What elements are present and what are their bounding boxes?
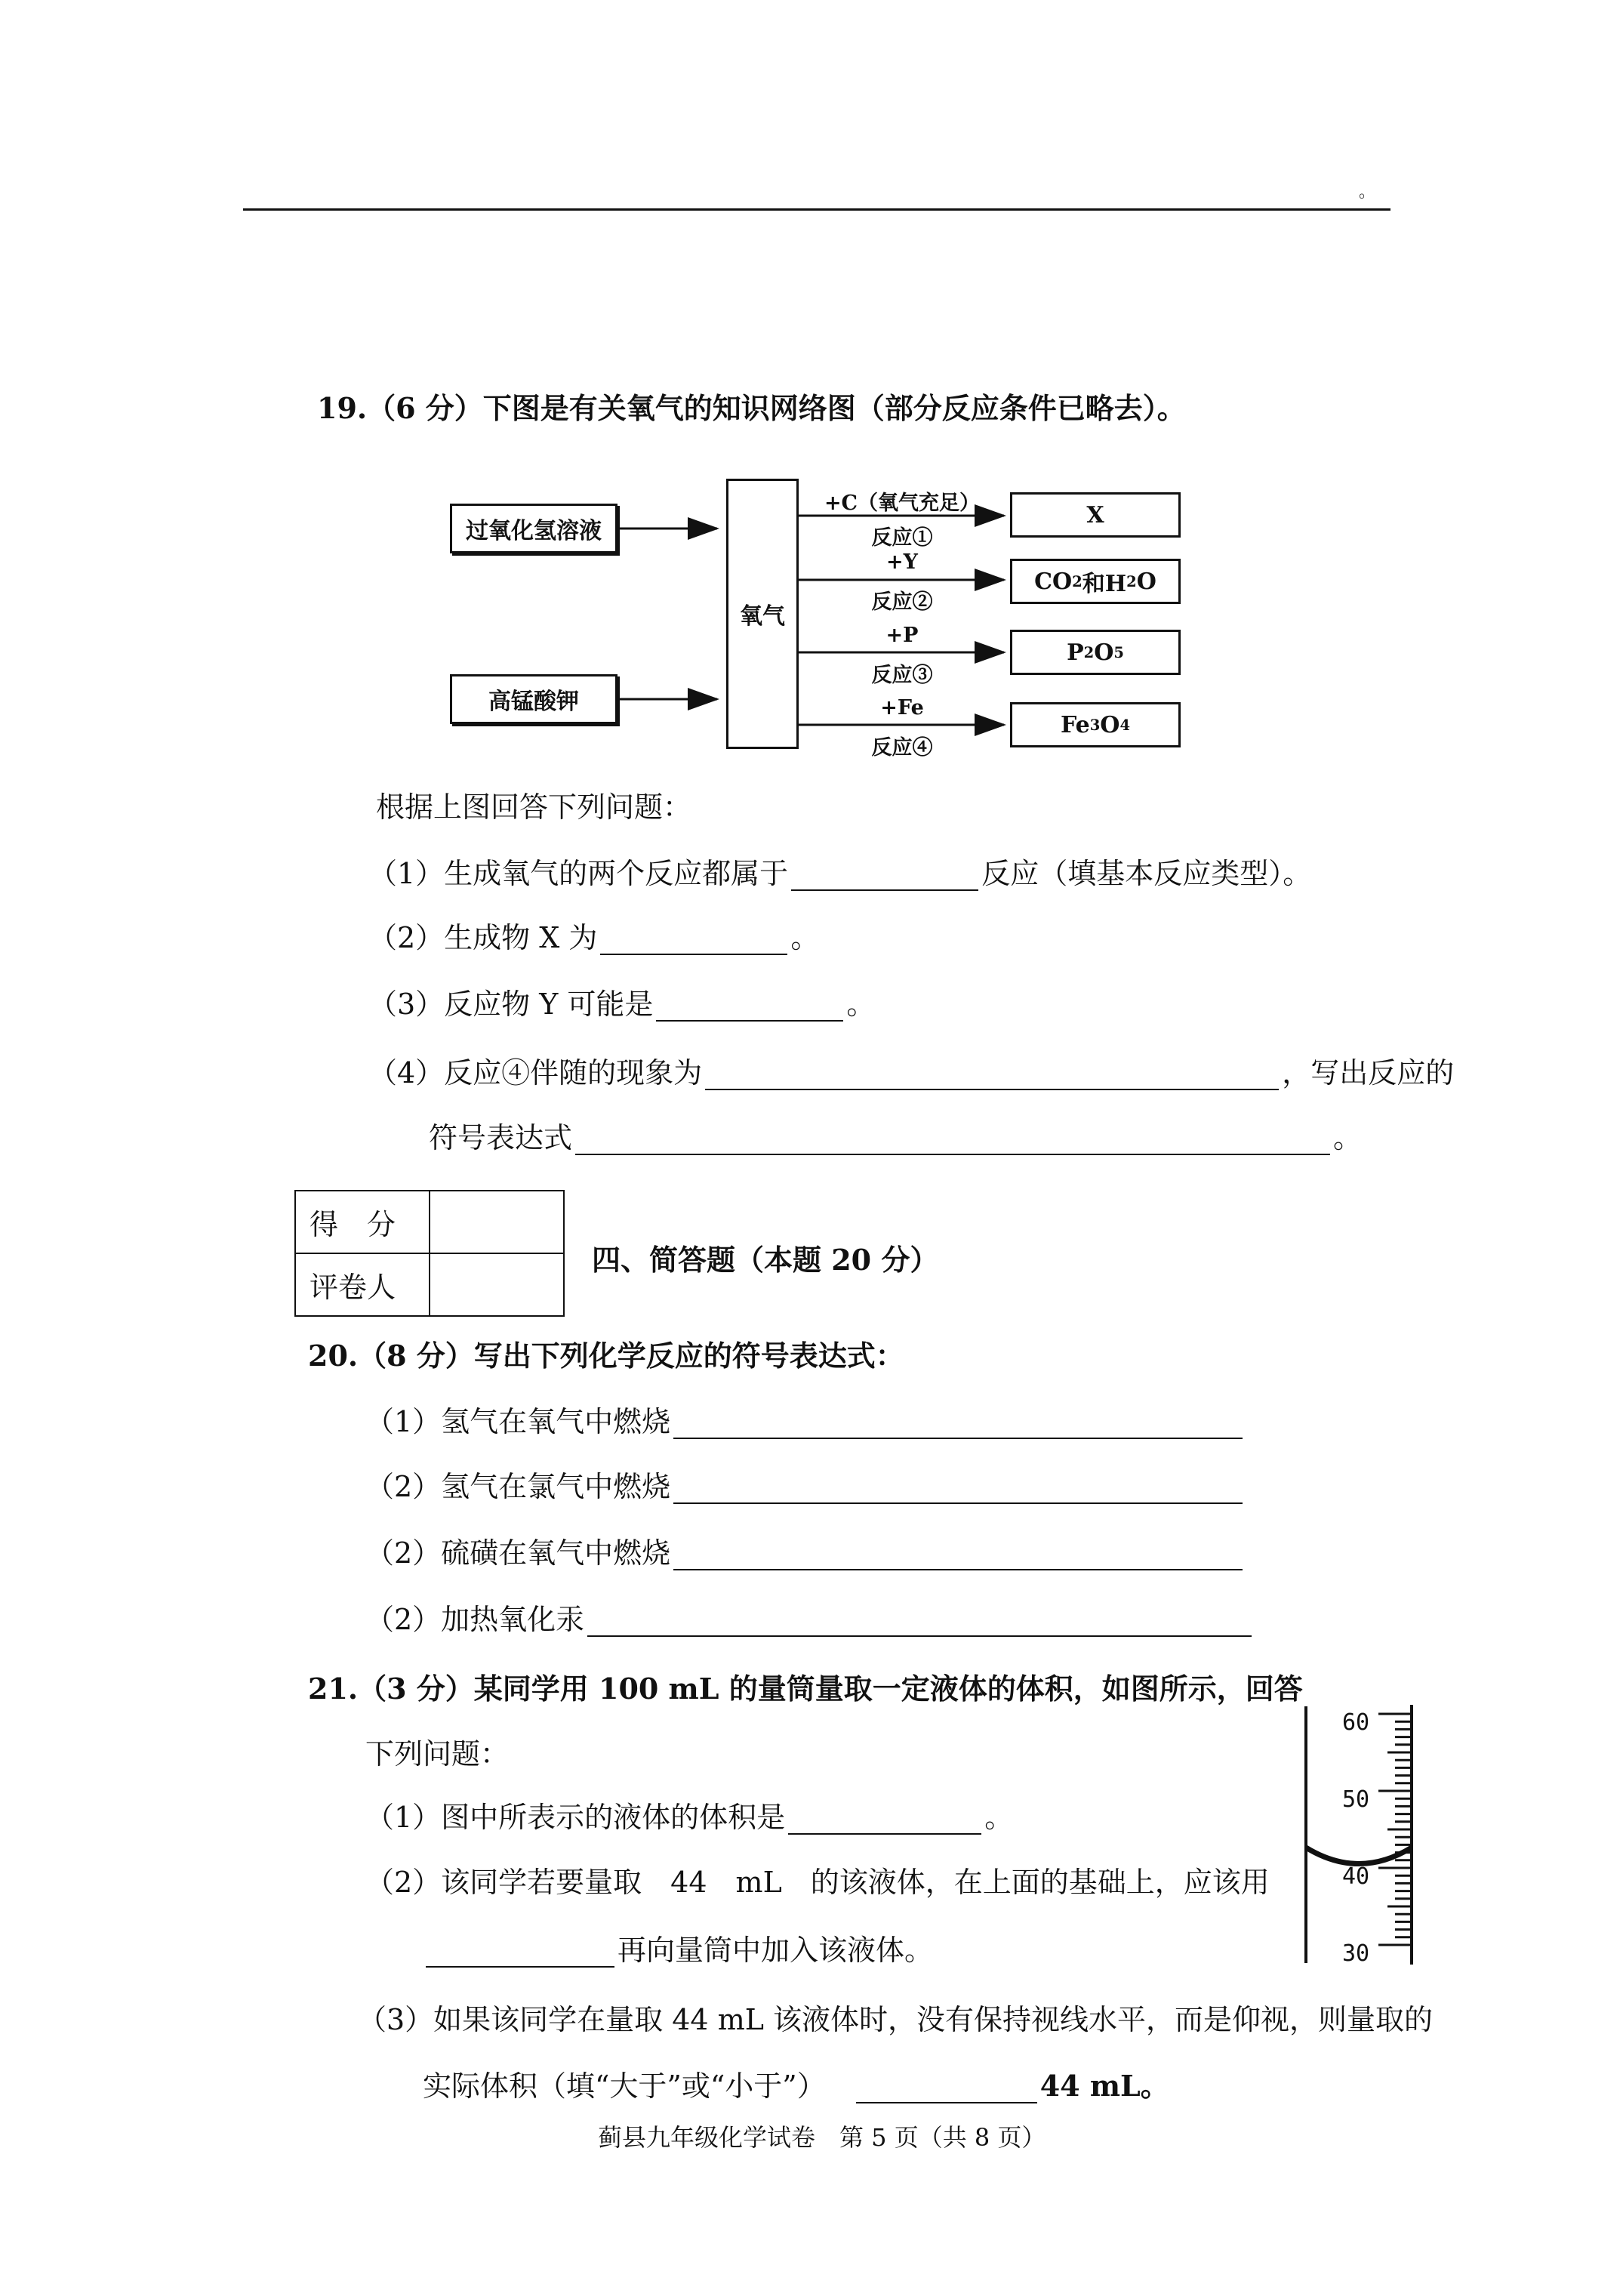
diagram-center-oxygen: 氧气 bbox=[726, 479, 799, 749]
r1-label: 反应① bbox=[871, 526, 933, 550]
q21-sub2: （2）该同学若要量取 44 mL 的该液体，在上面的基础上，应该用 bbox=[365, 1866, 1270, 1899]
q20-item3: （2）硫磺在氧气中燃烧 bbox=[365, 1536, 1246, 1570]
page-footer: 蓟县九年级化学试卷 第 5 页（共 8 页） bbox=[598, 2123, 1046, 2152]
answer-blank[interactable] bbox=[426, 1939, 614, 1968]
q20-title: 20.（8 分）写出下列化学反应的符号表达式： bbox=[308, 1339, 904, 1373]
q19-sub3: （3）反应物 Y 可能是 。 bbox=[368, 988, 876, 1021]
q19-title: 19.（6 分）下图是有关氧气的知识网络图（部分反应条件已略去）。 bbox=[317, 391, 1186, 425]
answer-blank[interactable] bbox=[587, 1608, 1252, 1637]
q20-item2: （2）氢气在氯气中燃烧 bbox=[365, 1469, 1246, 1504]
q19-sub1: （1）生成氧气的两个反应都属于 反应（填基本反应类型）。 bbox=[368, 857, 1312, 890]
score-label: 得 分 bbox=[295, 1191, 430, 1253]
q20-item4: （2）加热氧化汞 bbox=[365, 1602, 1255, 1637]
q19-intro: 根据上图回答下列问题： bbox=[376, 791, 692, 824]
q20-item1: （1）氢气在氧气中燃烧 bbox=[365, 1404, 1246, 1439]
r1-condition: +C（氧气充足） bbox=[824, 492, 981, 515]
product-co2-h2o: CO 2 和H 2 O bbox=[1010, 559, 1181, 604]
tick-label-30: 30 bbox=[1342, 1940, 1370, 1967]
r3-condition: +P bbox=[885, 624, 919, 647]
q19-sub2: （2）生成物 X 为 。 bbox=[368, 921, 820, 954]
section-four-title: 四、简答题（本题 20 分） bbox=[592, 1243, 939, 1277]
grader-label: 评卷人 bbox=[295, 1253, 430, 1316]
tick-label-60: 60 bbox=[1342, 1709, 1370, 1736]
answer-blank[interactable] bbox=[856, 2075, 1037, 2103]
r3-label: 反应③ bbox=[871, 664, 933, 687]
tick-label-50: 50 bbox=[1342, 1786, 1370, 1813]
q21-sub3-cont: 实际体积（填“大于”或“小于”） 44 mL。 bbox=[423, 2069, 1169, 2103]
r2-label: 反应② bbox=[871, 590, 933, 614]
diagram-source-kmno4: 高锰酸钾 bbox=[450, 674, 617, 724]
q21-sub3: （3）如果该同学在量取 44 mL 该液体时，没有保持视线水平，而是仰视，则量取的 bbox=[358, 2003, 1434, 2036]
product-x: X bbox=[1010, 492, 1181, 538]
answer-blank[interactable] bbox=[788, 1806, 981, 1835]
score-table bbox=[294, 1190, 565, 1317]
answer-blank[interactable] bbox=[705, 1062, 1279, 1090]
grader-cell[interactable] bbox=[430, 1253, 564, 1316]
diagram-source-h2o2: 过氧化氢溶液 bbox=[450, 504, 617, 553]
product-fe3o4: Fe 3 O 4 bbox=[1010, 702, 1181, 747]
answer-blank[interactable] bbox=[575, 1126, 1330, 1155]
tick-label-40: 40 bbox=[1342, 1863, 1370, 1890]
answer-blank[interactable] bbox=[600, 926, 787, 955]
score-cell[interactable] bbox=[430, 1191, 564, 1253]
answer-blank[interactable] bbox=[673, 1475, 1243, 1504]
answer-blank[interactable] bbox=[791, 862, 978, 891]
q19-sub4-cont: 符号表达式 。 bbox=[429, 1121, 1363, 1154]
answer-blank[interactable] bbox=[673, 1542, 1243, 1570]
q21-sub1: （1）图中所表示的液体的体积是 。 bbox=[365, 1801, 1014, 1834]
r4-label: 反应④ bbox=[871, 736, 933, 760]
q21-title: 21.（3 分）某同学用 100 mL 的量筒量取一定液体的体积，如图所示，回答 bbox=[308, 1672, 1303, 1706]
q21-sub2-cont: 再向量筒中加入该液体。 bbox=[426, 1933, 933, 1968]
top-mark: 。 bbox=[1359, 183, 1376, 202]
product-p2o5: P 2 O 5 bbox=[1010, 630, 1181, 675]
q21-title-cont: 下列问题： bbox=[365, 1737, 510, 1771]
r4-condition: +Fe bbox=[880, 696, 924, 720]
r2-condition: +Y bbox=[886, 550, 918, 574]
answer-blank[interactable] bbox=[673, 1410, 1243, 1439]
answer-blank[interactable] bbox=[656, 993, 843, 1022]
q19-sub4: （4）反应④伴随的现象为 ，写出反应的 bbox=[368, 1056, 1455, 1089]
